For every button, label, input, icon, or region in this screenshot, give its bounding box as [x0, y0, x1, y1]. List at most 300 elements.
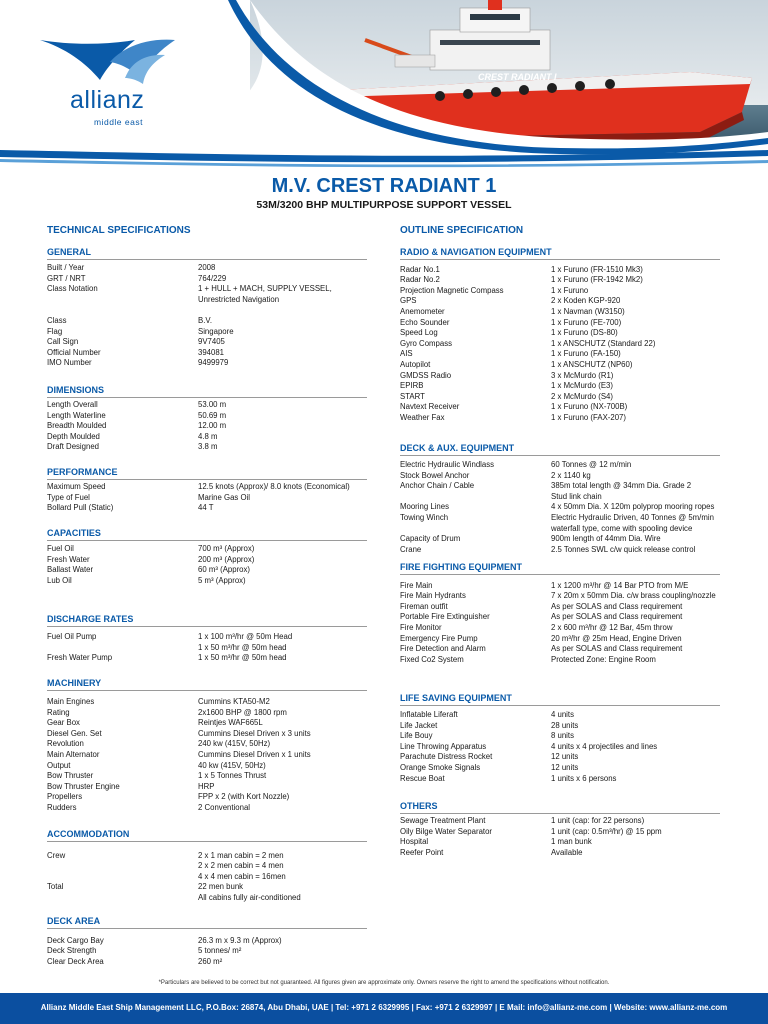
- spec-value: 2 Conventional: [198, 802, 251, 812]
- spec-label: Main Alternator: [47, 749, 100, 759]
- spec-value: 12 units: [551, 762, 579, 772]
- spec-value: 1 x Furuno (NX-700B): [551, 402, 628, 412]
- spec-value: 1 x 5 Tonnes Thrust: [198, 771, 267, 781]
- spec-label: GRT / NRT: [47, 273, 86, 283]
- spec-label: [47, 861, 198, 872]
- outline-specification-heading: OUTLINE SPECIFICATION: [400, 225, 524, 236]
- spec-value: Cummins KTA50-M2: [198, 697, 270, 706]
- spec-row: [400, 307, 720, 318]
- spec-label: Ballast Water: [47, 565, 94, 575]
- spec-row: [47, 565, 367, 576]
- spec-row: [400, 286, 720, 297]
- spec-row: [47, 316, 367, 327]
- spec-value: 50.69 m: [198, 410, 227, 420]
- spec-row: [47, 411, 367, 422]
- section-divider: [400, 455, 720, 456]
- spec-label: Total: [47, 882, 64, 892]
- spec-row: [400, 371, 720, 382]
- spec-label: Depth Moulded: [47, 431, 100, 441]
- spec-row: [47, 782, 367, 793]
- spec-label: Electric Hydraulic Windlass: [400, 460, 495, 469]
- spec-label: [47, 872, 198, 883]
- spec-value: 1 x Navman (W3150): [551, 306, 625, 316]
- spec-row: [47, 305, 367, 316]
- section-title-discharge-rates: DISCHARGE RATES: [47, 614, 134, 624]
- spec-row: [47, 544, 367, 555]
- spec-row: [400, 837, 720, 848]
- others-rows: [400, 816, 720, 858]
- spec-label: Parachute Distress Rocket: [400, 752, 493, 762]
- spec-value: 1 x Furuno (DS-80): [551, 328, 618, 338]
- spec-row: [400, 816, 720, 827]
- spec-row: [400, 360, 720, 371]
- spec-label: Output: [47, 760, 71, 770]
- spec-label: Deck Cargo Bay: [47, 935, 104, 945]
- spec-value: 1 man bunk: [551, 837, 592, 847]
- spec-label: Length Waterline: [47, 410, 106, 420]
- spec-label: Length Overall: [47, 400, 98, 409]
- spec-label: Bow Thruster: [47, 771, 94, 781]
- spec-value: 1 x Furuno (FAX-207): [551, 412, 626, 422]
- spec-value: B.V.: [198, 315, 213, 325]
- spec-row: [47, 295, 367, 306]
- section-title-capacities: CAPACITIES: [47, 528, 101, 538]
- spec-value: Singapore: [198, 326, 234, 336]
- spec-label: Bow Thruster Engine: [47, 781, 120, 791]
- spec-value: HRP: [198, 781, 215, 791]
- spec-value: 1 unit (cap: for 22 persons): [551, 816, 645, 825]
- spec-row: [47, 337, 367, 348]
- spec-value: 12 units: [551, 752, 579, 762]
- spec-label: [400, 492, 551, 503]
- spec-row: [400, 827, 720, 838]
- spec-row: [47, 327, 367, 338]
- section-divider: [400, 705, 720, 706]
- spec-row: [47, 792, 367, 803]
- spec-row: [400, 534, 720, 545]
- spec-value: 40 kw (415V, 50Hz): [198, 760, 266, 770]
- spec-row: [400, 254, 720, 265]
- section-title-accommodation: ACCOMMODATION: [47, 829, 130, 839]
- spec-value: 385m total length @ 34mm Dia. Grade 2: [551, 481, 692, 491]
- spec-value: Cummins Diesel Driven x 3 units: [198, 728, 311, 738]
- spec-row: [47, 284, 367, 295]
- spec-label: Fixed Co2 System: [400, 654, 464, 664]
- spec-value: 700 m³ (Approx): [198, 544, 255, 553]
- spec-label: [47, 295, 198, 306]
- spec-label: [47, 893, 198, 904]
- dimensions-rows: [47, 400, 367, 453]
- spec-value: 4 x 4 men cabin = 16men: [198, 871, 286, 881]
- spec-row: [400, 339, 720, 350]
- spec-label: Rescue Boat: [400, 773, 445, 783]
- spec-value: 900m length of 44mm Dia. Wire: [551, 534, 661, 544]
- header-banner: [0, 0, 768, 168]
- spec-row: [400, 275, 720, 286]
- spec-row: [47, 503, 367, 514]
- spec-value: waterfall type, come with spooling device: [551, 523, 693, 533]
- page-title: M.V. CREST RADIANT 1: [271, 175, 497, 197]
- spec-row: [47, 400, 367, 411]
- spec-row: [47, 432, 367, 443]
- spec-row: [47, 263, 367, 274]
- spec-row: [47, 274, 367, 285]
- section-title-deck-aux: DECK & AUX. EQUIPMENT: [400, 443, 515, 453]
- section-title-deck-area: DECK AREA: [47, 916, 101, 926]
- spec-label: IMO Number: [47, 358, 92, 368]
- spec-row: [400, 513, 720, 524]
- spec-row: [400, 742, 720, 753]
- spec-value: 2 x 2 men cabin = 4 men: [198, 861, 284, 871]
- spec-value: 1 x 1200 m³/hr @ 14 Bar PTO from M/E: [551, 580, 689, 590]
- spec-label: Fuel Oil: [47, 544, 74, 553]
- spec-value: 1 units x 6 persons: [551, 773, 617, 783]
- spec-row: [47, 861, 367, 872]
- spec-row: [400, 763, 720, 774]
- spec-label: Line Throwing Apparatus: [400, 741, 487, 751]
- spec-value: Cummins Diesel Driven x 1 units: [198, 749, 311, 759]
- spec-value: 2 x Koden KGP-920: [551, 296, 621, 306]
- spec-row: [47, 739, 367, 750]
- spec-value: 260 m²: [198, 956, 223, 966]
- spec-value: 2.5 Tonnes SWL c/w quick release control: [551, 544, 696, 554]
- spec-label: Maximum Speed: [47, 482, 106, 491]
- spec-value: 12.5 knots (Approx)/ 8.0 knots (Economical): [198, 482, 350, 491]
- spec-label: Revolution: [47, 739, 84, 749]
- spec-value: 1 + HULL + MACH, SUPPLY VESSEL,: [198, 284, 332, 294]
- spec-row: [400, 392, 720, 403]
- section-title-performance: PERFORMANCE: [47, 467, 118, 477]
- spec-value: 1 x Furuno (FR-1942 Mk2): [551, 275, 643, 285]
- spec-row: [47, 750, 367, 761]
- spec-value: Protected Zone: Engine Room: [551, 654, 656, 664]
- spec-value: 4 units: [551, 710, 574, 719]
- spec-value: 1 x 50 m³/hr @ 50m head: [198, 653, 287, 663]
- spec-row: [400, 460, 720, 471]
- spec-label: Breadth Moulded: [47, 421, 107, 431]
- spec-row: [47, 442, 367, 453]
- footer-contact: Allianz Middle East Ship Management LLC, P.O.Box: 26874, Abu Dhabi, UAE | Tel: +971 2 6329995 | Fax: +971 2 6329997 | E Mail: info@allianz-me.com | Website: www.allianz-me.com: [40, 1003, 728, 1012]
- life-saving-rows: [400, 710, 720, 784]
- spec-label: Class: [47, 315, 67, 325]
- spec-value: 1 x ANSCHUTZ (NP60): [551, 359, 633, 369]
- spec-value: Available: [551, 847, 583, 857]
- spec-label: Anemometer: [400, 306, 445, 316]
- spec-value: 764/229: [198, 273, 227, 283]
- spec-value: 22 men bunk: [198, 882, 244, 892]
- spec-row: [47, 493, 367, 504]
- spec-value: 2 x 1140 kg: [551, 470, 591, 480]
- brand-logo-text: allianz: [70, 86, 145, 114]
- spec-label: Navtext Receiver: [400, 402, 460, 412]
- spec-value: 1 x 50 m³/hr @ 50m head: [198, 642, 287, 652]
- spec-value: 200 m³ (Approx): [198, 554, 255, 564]
- spec-row: [47, 643, 367, 654]
- spec-label: START: [400, 391, 425, 401]
- section-title-life-saving: LIFE SAVING EQUIPMENT: [400, 693, 512, 703]
- spec-row: [400, 381, 720, 392]
- spec-value: [198, 840, 367, 851]
- machinery-rows: [47, 697, 367, 814]
- spec-label: Echo Sounder: [400, 317, 450, 327]
- spec-value: 4 units x 4 projectiles and lines: [551, 741, 658, 751]
- spec-value: Unrestricted Navigation: [198, 294, 280, 304]
- spec-label: Life Bouy: [400, 731, 433, 741]
- section-title-fire-fighting: FIRE FIGHTING EQUIPMENT: [400, 562, 523, 572]
- spec-label: Sewage Treatment Plant: [400, 816, 486, 825]
- spec-label: Clear Deck Area: [47, 956, 104, 966]
- spec-label: Crew: [47, 850, 66, 860]
- spec-label: Radar No.1: [400, 264, 440, 274]
- spec-row: [400, 265, 720, 276]
- spec-value: 9V7405: [198, 337, 225, 347]
- spec-row: [400, 623, 720, 634]
- spec-label: [47, 925, 198, 936]
- spec-label: Fresh Water Pump: [47, 653, 113, 663]
- spec-row: [400, 481, 720, 492]
- section-divider: [47, 397, 367, 398]
- spec-value: 60 Tonnes @ 12 m/min: [551, 460, 632, 469]
- spec-value: 1 x Furuno: [551, 285, 589, 295]
- spec-row: [47, 697, 367, 708]
- spec-label: Lub Oil: [47, 575, 72, 585]
- spec-row: [47, 708, 367, 719]
- spec-label: [47, 840, 198, 851]
- spec-value: 1 x Furuno (FE-700): [551, 317, 622, 327]
- spec-row: [47, 851, 367, 862]
- section-divider: [47, 690, 367, 691]
- performance-rows: [47, 482, 367, 514]
- radio-navigation-rows: [400, 254, 720, 424]
- spec-row: [400, 721, 720, 732]
- spec-row: [400, 492, 720, 503]
- spec-label: EPIRB: [400, 381, 424, 391]
- spec-row: [400, 502, 720, 513]
- spec-label: [47, 643, 198, 654]
- spec-row: [400, 545, 720, 556]
- spec-row: [400, 655, 720, 666]
- spec-label: [400, 524, 551, 535]
- spec-row: [400, 591, 720, 602]
- page-subtitle: 53M/3200 BHP MULTIPURPOSE SUPPORT VESSEL: [256, 199, 512, 211]
- spec-label: GMDSS Radio: [400, 370, 452, 380]
- spec-label: Stock Bowel Anchor: [400, 470, 470, 480]
- section-title-machinery: MACHINERY: [47, 678, 102, 688]
- spec-label: Radar No.2: [400, 275, 440, 285]
- spec-row: [47, 771, 367, 782]
- spec-label: Reefer Point: [400, 847, 444, 857]
- spec-row: [400, 634, 720, 645]
- section-title-dimensions: DIMENSIONS: [47, 385, 105, 395]
- spec-label: Autopilot: [400, 359, 431, 369]
- spec-label: AIS: [400, 349, 413, 359]
- spec-value: As per SOLAS and Class requirement: [551, 644, 683, 654]
- vessel-photo: [0, 0, 768, 168]
- spec-label: Inflatable Liferaft: [400, 710, 458, 719]
- spec-label: Life Jacket: [400, 720, 438, 730]
- spec-label: Capacity of Drum: [400, 534, 461, 544]
- spec-value: 2 x 600 m³/hr @ 12 Bar, 45m throw: [551, 622, 673, 632]
- spec-value: [198, 305, 367, 316]
- spec-value: 1 x ANSCHUTZ (Standard 22): [551, 338, 656, 348]
- discharge-rows: [47, 632, 367, 664]
- spec-row: [400, 644, 720, 655]
- section-title-general: GENERAL: [47, 247, 92, 257]
- spec-value: 9499979: [198, 358, 229, 368]
- spec-label: [400, 570, 551, 581]
- spec-row: [400, 848, 720, 859]
- spec-label: Call Sign: [47, 337, 79, 347]
- spec-value: Electric Hydraulic Driven, 40 Tonnes @ 5m/min: [551, 512, 714, 522]
- spec-value: 1 unit (cap: 0.5m³/hr) @ 15 ppm: [551, 826, 662, 836]
- spec-row: [47, 882, 367, 893]
- spec-label: Towing Winch: [400, 512, 449, 522]
- spec-label: Flag: [47, 326, 63, 336]
- spec-value: 1 x Furuno (FA-150): [551, 349, 621, 359]
- spec-row: [400, 752, 720, 763]
- spec-label: Built / Year: [47, 263, 85, 272]
- spec-row: [47, 421, 367, 432]
- spec-value: 1 x McMurdo (E3): [551, 381, 613, 391]
- spec-value: 394081: [198, 347, 225, 357]
- spec-row: [47, 653, 367, 664]
- spec-value: 53.00 m: [198, 400, 227, 409]
- section-title-radio-navigation: RADIO & NAVIGATION EQUIPMENT: [400, 247, 552, 257]
- spec-label: Fire Main: [400, 580, 433, 590]
- spec-label: [47, 305, 198, 316]
- spec-value: 3.8 m: [198, 442, 218, 452]
- spec-value: Marine Gas Oil: [198, 492, 250, 502]
- spec-value: 7 x 20m x 50mm Dia. c/w brass coupling/nozzle: [551, 591, 716, 601]
- spec-row: [47, 803, 367, 814]
- spec-row: [47, 358, 367, 369]
- spec-label: Rating: [47, 707, 70, 717]
- spec-row: [400, 318, 720, 329]
- spec-value: 12.00 m: [198, 421, 227, 431]
- spec-value: 2x1600 BHP @ 1800 rpm: [198, 707, 287, 717]
- spec-row: [47, 632, 367, 643]
- section-divider: [47, 626, 367, 627]
- spec-label: Fireman outfit: [400, 601, 448, 611]
- spec-row: [400, 710, 720, 721]
- spec-label: GPS: [400, 296, 417, 306]
- spec-row: [47, 348, 367, 359]
- spec-value: 240 kw (415V, 50Hz): [198, 739, 271, 749]
- spec-row: [47, 872, 367, 883]
- vessel-name-on-hull: CREST RADIANT I: [478, 72, 557, 82]
- spec-value: Stud link chain: [551, 491, 602, 501]
- deck-area-rows: [47, 925, 367, 967]
- spec-value: 5 m³ (Approx): [198, 575, 246, 585]
- spec-label: Deck Strength: [47, 946, 97, 956]
- spec-label: Gyro Compass: [400, 338, 452, 348]
- spec-value: 26.3 m x 9.3 m (Approx): [198, 935, 282, 945]
- spec-value: [198, 925, 367, 936]
- section-divider: [47, 259, 367, 260]
- spec-label: Main Engines: [47, 697, 95, 706]
- spec-label: Official Number: [47, 347, 101, 357]
- spec-label: Fire Main Hydrants: [400, 591, 466, 601]
- spec-row: [47, 893, 367, 904]
- spec-value: 1 x Furuno (FR-1510 Mk3): [551, 264, 643, 274]
- spec-row: [47, 761, 367, 772]
- spec-row: [400, 471, 720, 482]
- technical-specifications-heading: TECHNICAL SPECIFICATIONS: [47, 225, 191, 236]
- spec-row: [47, 729, 367, 740]
- spec-row: [400, 296, 720, 307]
- spec-value: 28 units: [551, 720, 579, 730]
- spec-label: Mooring Lines: [400, 502, 449, 512]
- spec-label: Hospital: [400, 837, 429, 847]
- spec-row: [47, 718, 367, 729]
- spec-label: Crane: [400, 544, 422, 554]
- spec-label: Rudders: [47, 802, 77, 812]
- spec-row: [47, 840, 367, 851]
- spec-value: [551, 254, 720, 265]
- spec-label: Portable Fire Extinguisher: [400, 612, 490, 622]
- spec-label: Weather Fax: [400, 412, 445, 422]
- spec-row: [47, 482, 367, 493]
- spec-label: Bollard Pull (Static): [47, 503, 114, 513]
- spec-label: Propellers: [47, 792, 83, 802]
- spec-label: Type of Fuel: [47, 492, 90, 502]
- spec-row: [47, 936, 367, 947]
- spec-row: [400, 774, 720, 785]
- spec-value: 60 m³ (Approx): [198, 565, 250, 575]
- spec-value: Reintjes WAF665L: [198, 718, 263, 728]
- spec-value: 20 m³/hr @ 25m Head, Engine Driven: [551, 633, 682, 643]
- spec-row: [400, 731, 720, 742]
- spec-row: [400, 328, 720, 339]
- spec-value: 2008: [198, 263, 216, 272]
- spec-value: 1 x 100 m³/hr @ 50m Head: [198, 632, 293, 641]
- spec-row: [400, 612, 720, 623]
- spec-label: Anchor Chain / Cable: [400, 481, 475, 491]
- disclaimer-footnote: *Particulars are believed to be correct but not guaranteed. All figures given are approximate only. Owners reserve the right to amend the specifications without notification.: [158, 980, 610, 986]
- spec-row: [400, 581, 720, 592]
- spec-label: Oily Bilge Water Separator: [400, 826, 493, 836]
- section-divider: [47, 479, 367, 480]
- spec-label: Emergency Fire Pump: [400, 633, 478, 643]
- brand-tagline: middle east: [94, 117, 143, 127]
- spec-label: Fire Monitor: [400, 622, 442, 632]
- spec-row: [47, 957, 367, 968]
- section-divider: [400, 813, 720, 814]
- spec-label: Class Notation: [47, 284, 98, 294]
- spec-label: Draft Designed: [47, 442, 100, 452]
- accommodation-rows: [47, 840, 367, 904]
- spec-value: FPP x 2 (with Kort Nozzle): [198, 792, 290, 802]
- spec-value: 44 T: [198, 503, 214, 513]
- spec-label: Gear Box: [47, 718, 80, 728]
- spec-row: [400, 524, 720, 535]
- spec-row: [400, 402, 720, 413]
- spec-value: As per SOLAS and Class requirement: [551, 601, 683, 611]
- spec-value: 4.8 m: [198, 431, 218, 441]
- spec-row: [47, 925, 367, 936]
- spec-value: 3 x McMurdo (R1): [551, 370, 614, 380]
- spec-label: Fresh Water: [47, 554, 90, 564]
- spec-label: Projection Magnetic Compass: [400, 285, 504, 295]
- spec-row: [400, 349, 720, 360]
- spec-label: Speed Log: [400, 328, 438, 338]
- spec-label: [400, 254, 551, 265]
- spec-row: [400, 413, 720, 424]
- deck-aux-rows: [400, 460, 720, 555]
- spec-value: 2 x 1 man cabin = 2 men: [198, 850, 284, 860]
- section-title-others: OTHERS: [400, 801, 438, 811]
- spec-value: As per SOLAS and Class requirement: [551, 612, 683, 622]
